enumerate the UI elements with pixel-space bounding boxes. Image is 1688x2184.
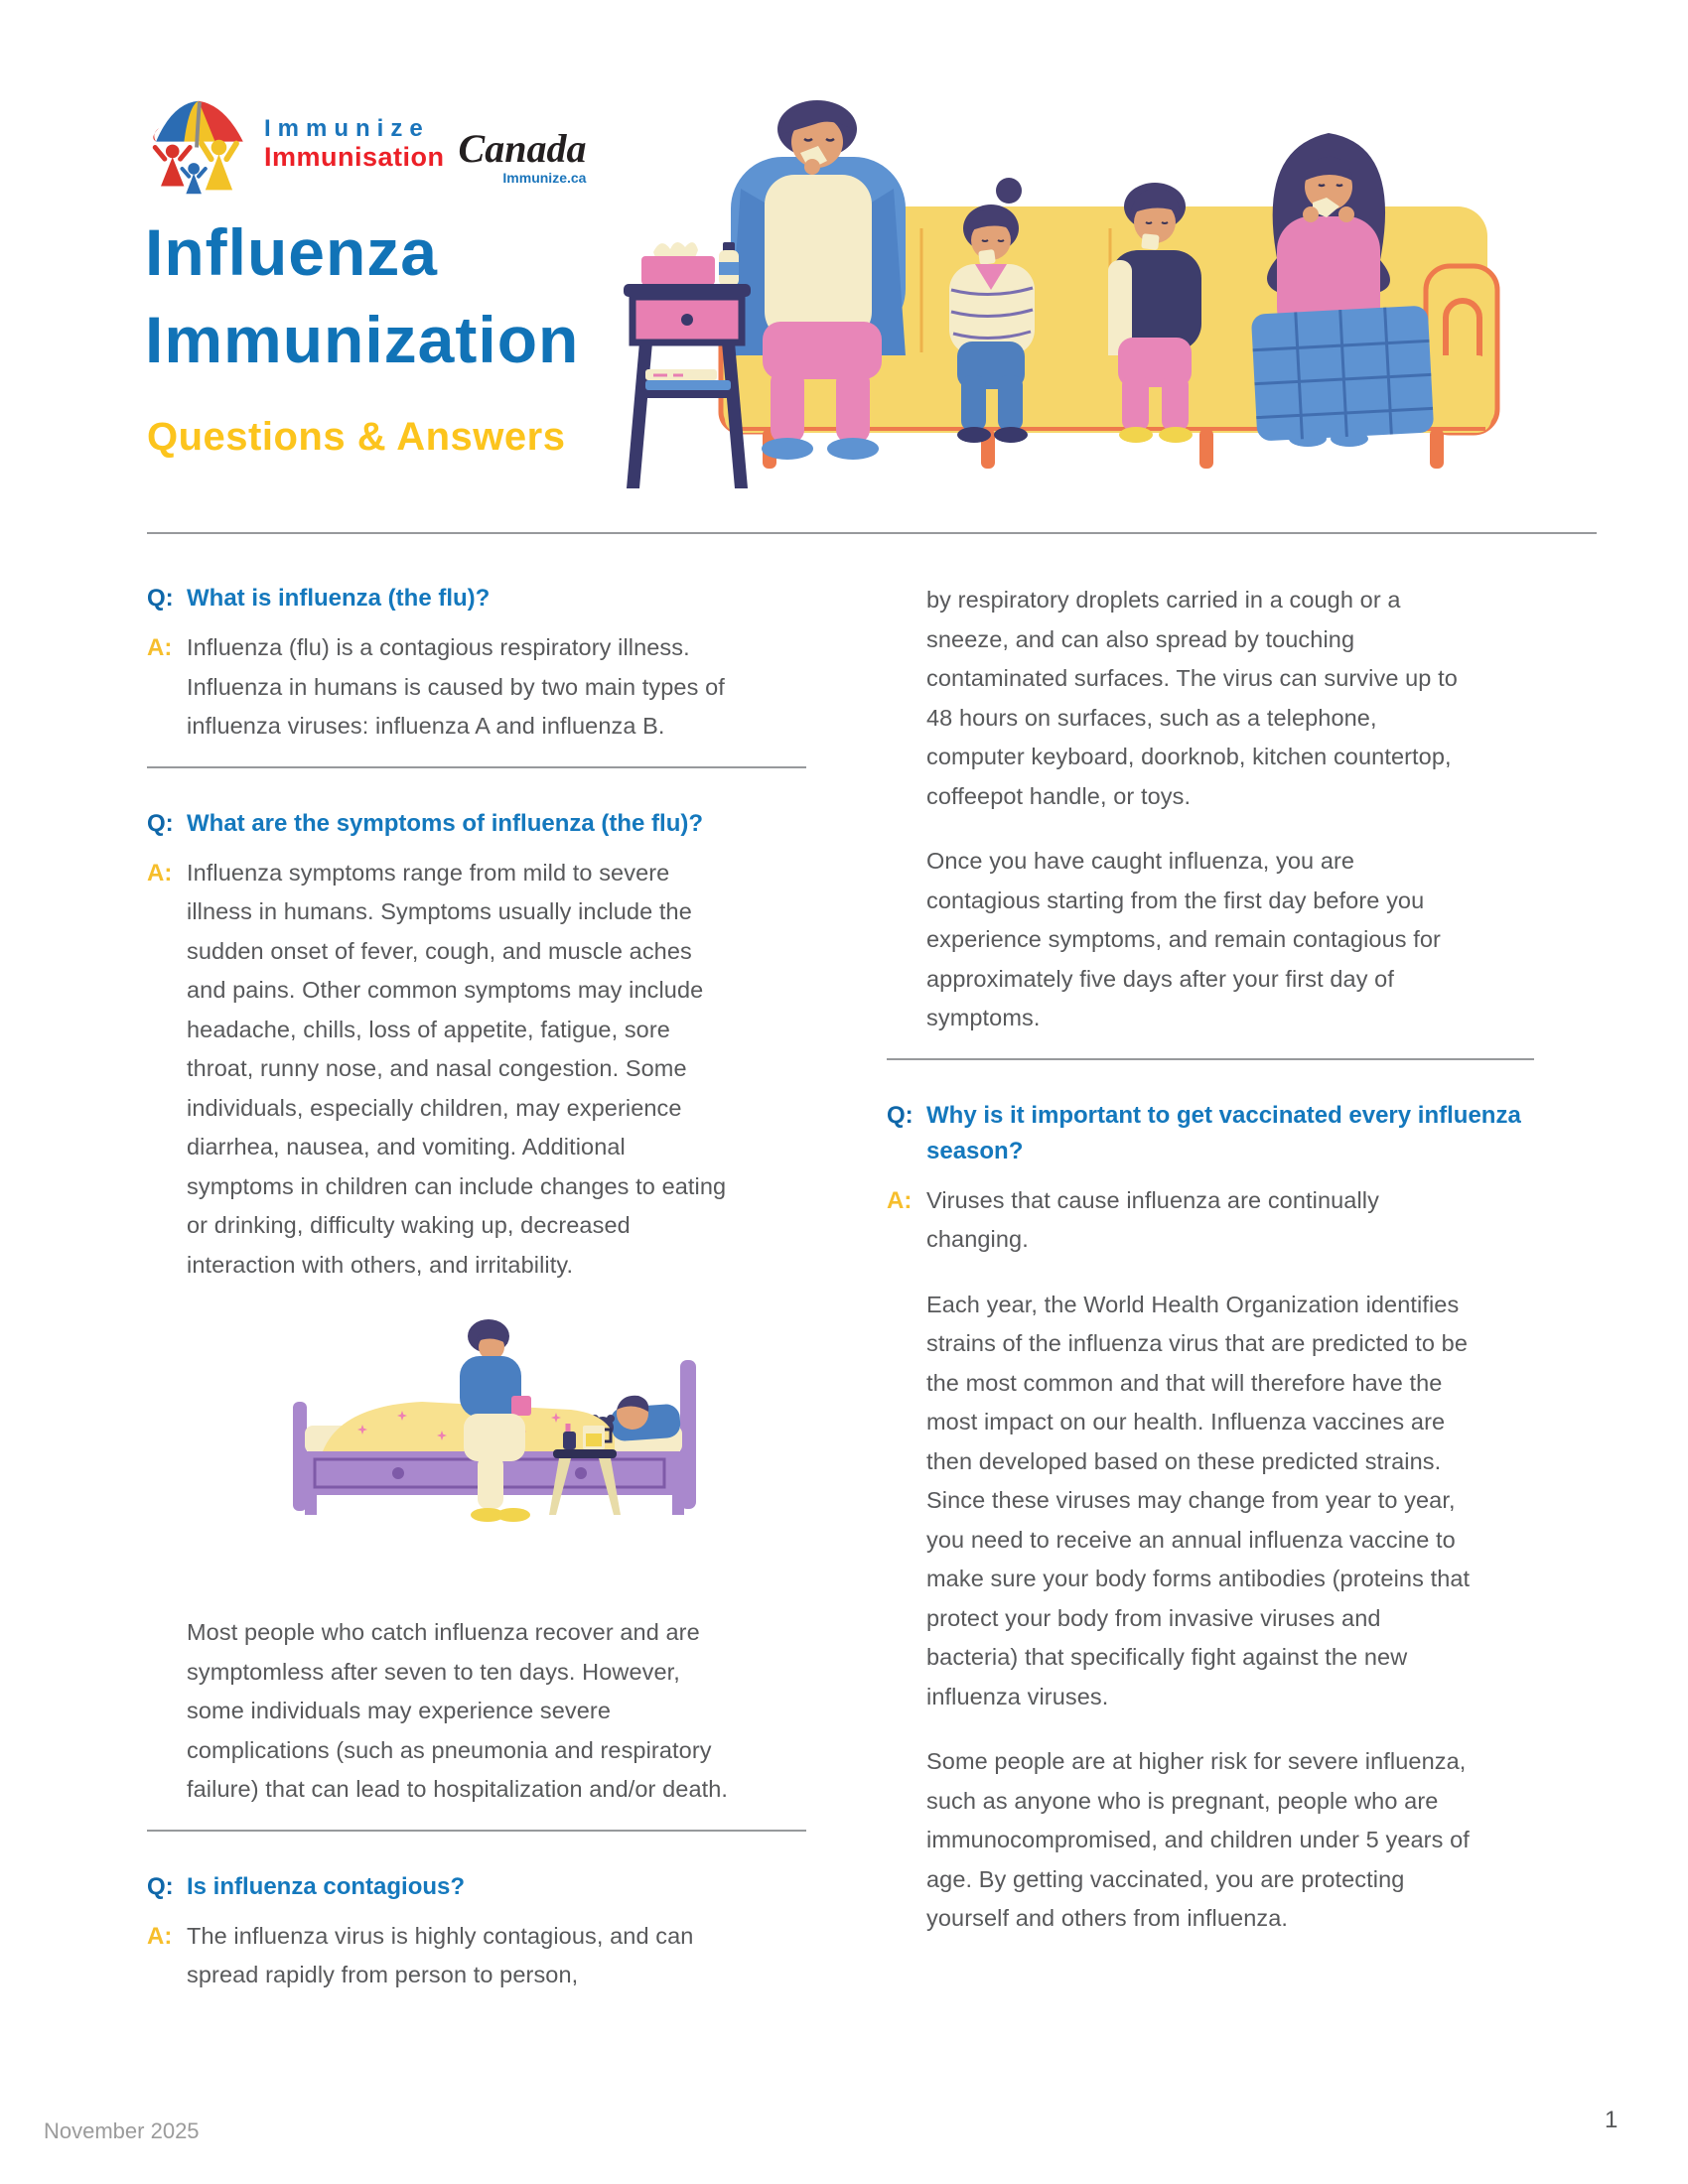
answer-3-continuation [887,581,1534,1038]
logo-canada-block [459,91,587,185]
immunize-canada-logo [145,91,586,203]
left-column [147,581,806,1995]
question-1 [147,581,806,616]
question-2-text: What are the symptoms of influenza (the flu)? [187,809,704,837]
answer-1 [147,628,806,747]
umbrella-with-family-icon [145,91,252,203]
header-divider [147,532,1597,534]
page-title-line2: Immunization [145,303,580,376]
right-column [887,581,1534,1939]
logo-word-french: Immunisation [264,142,445,172]
question-3-prefix: Q: [147,1872,174,1900]
answer-3-continuation-paragraph-2: Once you have caught influenza, you are contagious starting from the first day before you experience symptoms, and remain contagious for approximately five days after your first day of symptoms. [926,848,1441,1030]
answer-3-prefix: A: [147,1922,173,1950]
answer-3-paragraph: The influenza virus is highly contagious, and can spread rapidly from person to person, [187,1922,694,1987]
answer-4-paragraph-3: Some people are at higher risk for severe influenza, such as anyone who is pregnant, people who are immunocompromised, and children under 5 years of age. By getting vaccinated, you are protecting yourself and others from influenza. [926,1748,1470,1931]
question-3-text: Is influenza contagious? [187,1872,466,1900]
question-4-prefix: Q: [887,1101,914,1129]
question-3 [147,1869,806,1905]
section-divider [147,1830,806,1832]
question-1-text: What is influenza (the flu)? [187,585,491,612]
parent-caring-for-sick-child-in-bed-illustration [283,1310,710,1524]
answer-3 [147,1917,806,1995]
answer-4-prefix: A: [887,1186,913,1214]
question-4 [887,1098,1534,1169]
answer-4 [887,1181,1534,1939]
answer-2-paragraph-2: Most people who catch influenza recover and are symptomless after seven to ten days. However, some individuals may experience severe complications (such as pneumonia and respiratory failure) that can lead to hospitalization and/or death. [187,1619,729,1802]
section-divider [147,766,806,768]
page-title-line1: Influenza [145,215,439,289]
answer-1-paragraph: Influenza (flu) is a contagious respiratory illness. Influenza in humans is caused by two main types of influenza viruses: influenza A and influenza B. [187,634,725,739]
question-4-text: Why is it important to get vaccinated every influenza season? [926,1101,1521,1164]
section-divider [887,1058,1534,1060]
answer-4-paragraph-2: Each year, the World Health Organization identifies strains of the influenza virus that are predicted to be the most common and that will therefore have the most impact on our health. Influenza vaccines are then developed based on these predicted strains. Since these viruses may change from year to year, you need to receive an annual influenza vaccine to make sure your body forms antibodies (proteins that protect your body from invasive viruses and bacteria) that specifically fight against the new influenza viruses. [926,1291,1471,1709]
answer-2-paragraph-1: Influenza symptoms range from mild to severe illness in humans. Symptoms usually include the sudden onset of fever, cough, and muscle aches and pains. Other common symptoms may include headache, chills, loss of appetite, fatigue, sore throat, runny nose, and nasal congestion. Some individuals, especially children, may experience diarrhea, nausea, and vomiting. Additional symptoms in children can include changes to eating or drinking, difficulty waking up, decreased interaction with others, and irritability. [187,859,727,1278]
question-2 [147,806,806,842]
logo-site-url: Immunize.ca [502,170,587,186]
answer-2 [147,854,806,1810]
footer-date: November 2025 [44,2118,200,2143]
answer-1-prefix: A: [147,634,173,661]
sick-family-on-couch-illustration [614,79,1557,501]
logo-wordmark [264,91,445,171]
answer-3-continuation-paragraph-1: by respiratory droplets carried in a cough or a sneeze, and can also spread by touching contaminated surfaces. The virus can survive up to 48 hours on surfaces, such as a telephone, computer keyboard, doorknob, kitchen countertop, coffeepot handle, or toys. [926,587,1458,809]
logo-canada-word: Canada [458,126,587,171]
page-number: 1 [1605,2107,1618,2133]
answer-4-paragraph-1: Viruses that cause influenza are continually changing. [926,1186,1379,1252]
answer-2-prefix: A: [147,859,173,887]
question-2-prefix: Q: [147,809,174,837]
page-title [145,208,579,383]
question-1-prefix: Q: [147,585,174,612]
page-subtitle: Questions & Answers [147,415,566,459]
logo-word-english: Immunize [264,115,430,142]
